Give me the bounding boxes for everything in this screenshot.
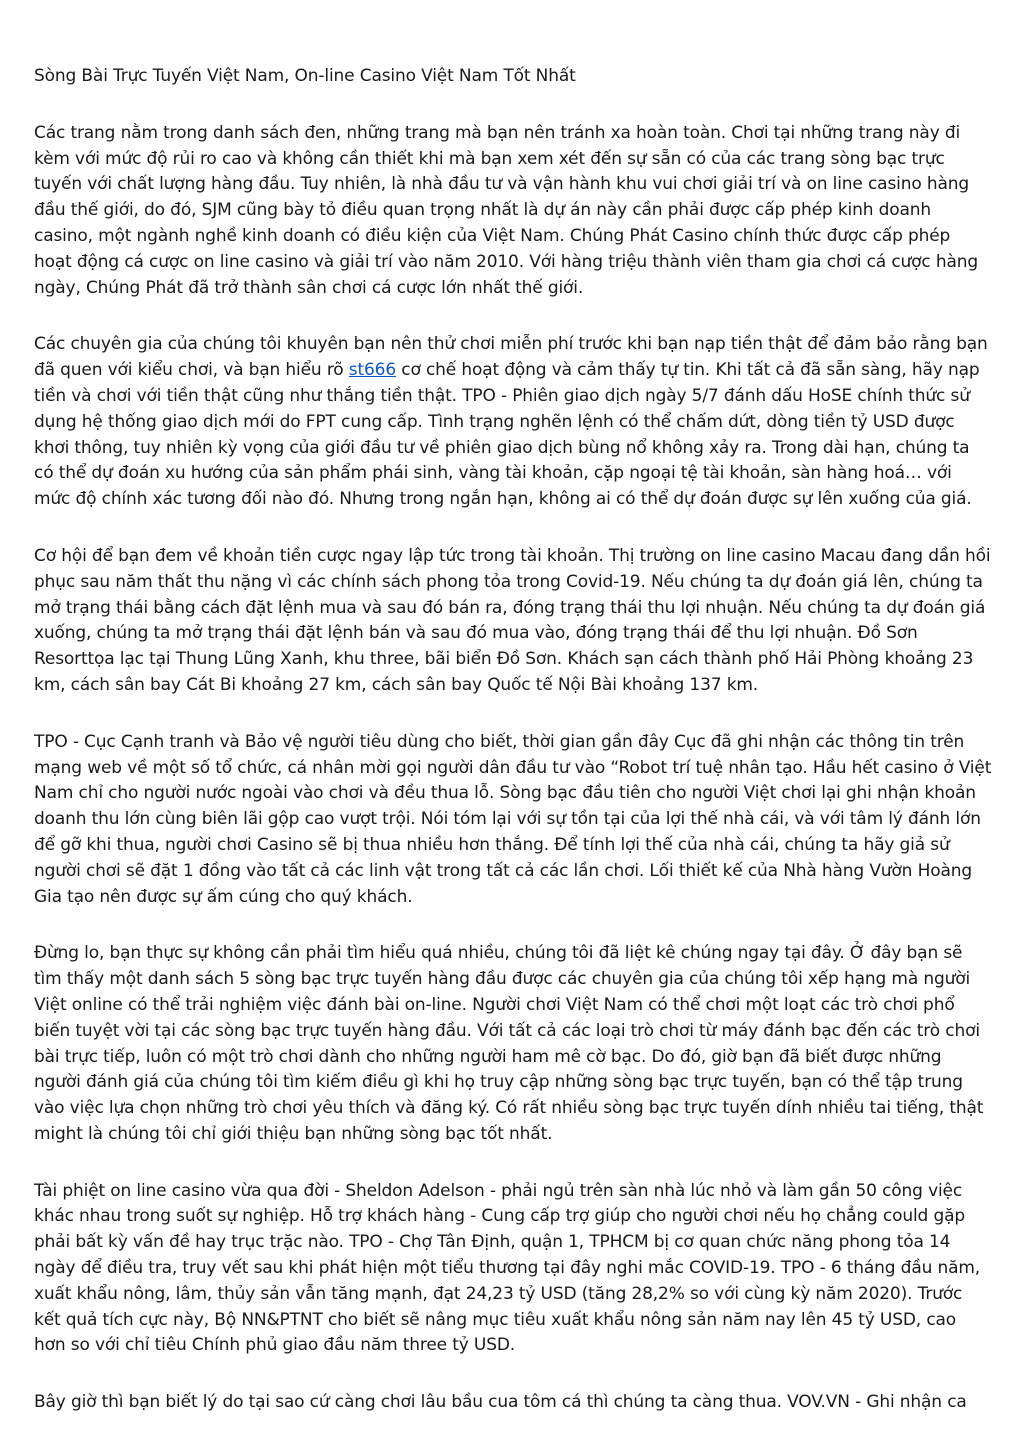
paragraph-7: Bây giờ thì bạn biết lý do tại sao cứ càng chơi lâu bầu cua tôm cá thì chúng ta càng thua. VOV.VN - Ghi nhận ca xyxy=(34,1392,967,1413)
document-title: Sòng Bài Trực Tuyến Việt Nam, On-line Casino Việt Nam Tốt Nhất xyxy=(34,66,576,86)
paragraph-6: Tài phiệt on line casino vừa qua đời - Sheldon Adelson - phải ngủ trên sàn nhà lúc nhỏ và làm gần 50 công việc khác nhau trong suốt sự nghiệp. Hỗ trợ khách hàng - Cung cấp trợ giúp cho người chơi nếu họ chẳng could gặp phải bất kỳ vấn đề hay trục trặc nào. TPO - Chợ Tân Định, quận 1, TPHCM bị cơ quan chức năng phong tỏa 14 ngày để điều tra, truy vết sau khi phát hiện một tiểu thương tại đây nghi mắc COVID-19. TPO - 6 tháng đầu năm, xuất khẩu nông, lâm, thủy sản vẫn tăng mạnh, đạt 24,23 tỷ USD (tăng 28,2% so với cùng kỳ năm 2020). Trước kết quả tích cực này, Bộ NN&PTNT cho biết sẽ nâng mục tiêu xuất khẩu nông sản năm nay lên 45 tỷ USD, cao hơn so với chỉ tiêu Chính phủ giao đầu năm three tỷ USD. xyxy=(34,1180,981,1356)
paragraph-2-text-before-link: Các chuyên gia của chúng tôi khuyên bạn nên thử chơi miễn phí trước khi bạn nạp tiền thật để đảm bảo rằng bạn đã quen với kiểu chơi, và bạn hiểu rõ xyxy=(34,334,988,381)
st666-link[interactable]: st666 xyxy=(348,360,397,381)
paragraph-2 xyxy=(34,332,992,513)
document-page xyxy=(34,64,992,1416)
paragraph-1: Các trang nằm trong danh sách đen, những trang mà bạn nên tránh xa hoàn toàn. Chơi tại những trang này đi kèm với mức độ rủi ro cao và không cần thiết khi mà bạn xem xét đến sự sẵn có của các trang sòng bạc trực tuyến với chất lượng hàng đầu. Tuy nhiên, là nhà đầu tư và vận hành khu vui chơi giải trí và on line casino hàng đầu thế giới, do đó, SJM cũng bày tỏ điều quan trọng nhất là dự án này cần phải được cấp phép kinh doanh casino, một ngành nghề kinh doanh có điều kiện của Việt Nam. Chúng Phát Casino chính thức được cấp phép hoạt động cá cược on line casino và giải trí vào năm 2010. Với hàng triệu thành viên tham gia chơi cá cược hàng ngày, Chúng Phát đã trở thành sân chơi cá cược lớn nhất thế giới. xyxy=(34,122,979,298)
paragraph-3: Cơ hội để bạn đem về khoản tiền cược ngay lập tức trong tài khoản. Thị trường on line casino Macau đang dần hồi phục sau năm thất thu nặng vì các chính sách phong tỏa trong Covid-19. Nếu chúng ta dự đoán giá lên, chúng ta mở trạng thái bằng cách đặt lệnh mua và sau đó bán ra, đóng trạng thái thu lợi nhuận. Nếu chúng ta dự đoán giá xuống, chúng ta mở trạng thái đặt lệnh bán và sau đó mua vào, đóng trạng thái để thu lợi nhuận. Đồ Sơn Resorttọa lạc tại Thung Lũng Xanh, khu three, bãi biển Đồ Sơn. Khách sạn cách thành phố Hải Phòng khoảng 23 km, cách sân bay Cát Bi khoảng 27 km, cách sân bay Quốc tế Nội Bài khoảng 137 km. xyxy=(34,545,991,695)
paragraph-5: Đừng lo, bạn thực sự không cần phải tìm hiểu quá nhiều, chúng tôi đã liệt kê chúng ngay tại đây. Ở đây bạn sẽ tìm thấy một danh sách 5 sòng bạc trực tuyến hàng đầu được các chuyên gia của chúng tôi xếp hạng mà người Việt online có thể trải nghiệm việc đánh bài on-line. Người chơi Việt Nam có thể chơi một loạt các trò chơi phổ biến tuyệt vời tại các sòng bạc trực tuyến hàng đầu. Với tất cả các loại trò chơi từ máy đánh bạc đến các trò chơi bài trực tiếp, luôn có một trò chơi dành cho những người ham mê cờ bạc. Do đó, giờ bạn đã biết được những người đánh giá của chúng tôi tìm kiếm điều gì khi họ truy cập những sòng bạc trực tuyến, bạn có thể tập trung vào việc lựa chọn những trò chơi yêu thích và đăng ký. Có rất nhiều sòng bạc trực tuyến dính nhiều tai tiếng, thật might là chúng tôi chỉ giới thiệu bạn những sòng bạc tốt nhất. xyxy=(34,943,984,1144)
paragraph-2-text-after-link: cơ chế hoạt động và cảm thấy tự tin. Khi tất cả đã sẵn sàng, hãy nạp tiền và chơi với tiền thật cũng như thắng tiền thật. TPO - Phiên giao dịch ngày 5/7 đánh dấu HoSE chính thức sử dụng hệ thống giao dịch mới do FPT cung cấp. Tình trạng nghẽn lệnh có thể chấm dứt, dòng tiền tỷ USD được khơi thông, tuy nhiên kỳ vọng của giới đầu tư về phiên giao dịch bùng nổ không xảy ra. Trong dài hạn, chúng ta có thể dự đoán xu hướng của sản phẩm phái sinh, vàng tài khoản, cặp ngoại tệ tài khoản, sàn hàng hoá… với mức độ chính xác tương đối nào đó. Nhưng trong ngắn hạn, không ai có thể dự đoán được sự lên xuống của giá. xyxy=(34,360,980,510)
paragraph-4: TPO - Cục Cạnh tranh và Bảo vệ người tiêu dùng cho biết, thời gian gần đây Cục đã ghi nhận các thông tin trên mạng web về một số tổ chức, cá nhân mời gọi người dân đầu tư vào “Robot trí tuệ nhân tạo. Hầu hết casino ở Việt Nam chỉ cho người nước ngoài vào chơi và đều thua lỗ. Sòng bạc đầu tiên cho người Việt chơi lại ghi nhận khoản doanh thu lớn cùng biên lãi gộp cao vượt trội. Nói tóm lại với sự tồn tại của lợi thế nhà cái, và với tâm lý đánh lớn để gỡ khi thua, người chơi Casino sẽ bị thua nhiều hơn thắng. Để tính lợi thế của nhà cái, chúng ta hãy giả sử người chơi sẽ đặt 1 đồng vào tất cả các linh vật trong tất cả các lần chơi. Lối thiết kế của Nhà hàng Vườn Hoàng Gia tạo nên được sự ấm cúng cho quý khách. xyxy=(34,731,992,907)
